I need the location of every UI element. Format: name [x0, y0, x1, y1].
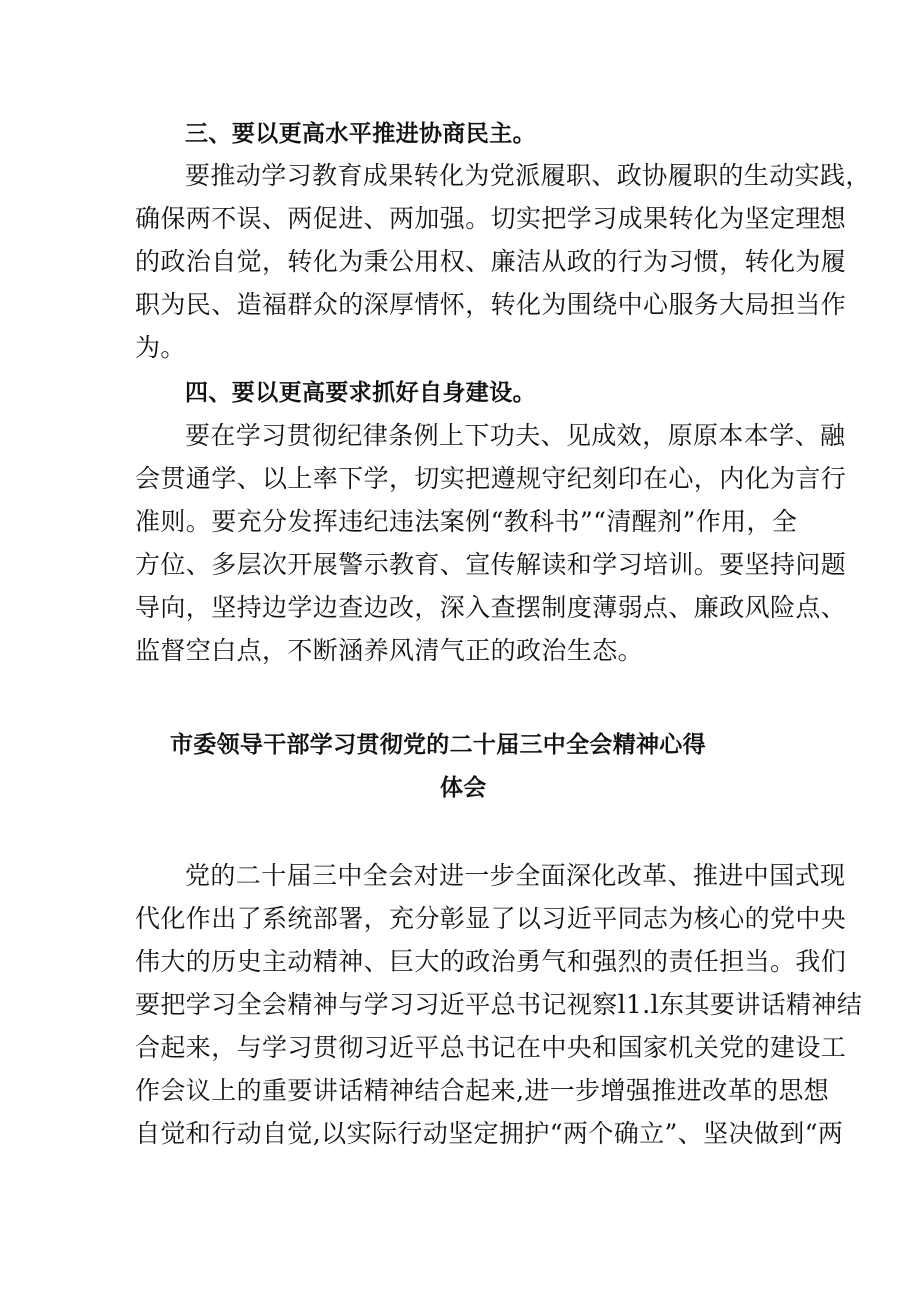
article-line-1: 党的二十届三中全会对进一步全面深化改革、推进中国式现: [185, 861, 846, 890]
section-3-line-1: 要推动学习教育成果转化为党派履职、政协履职的生动实践，: [185, 161, 871, 190]
section-4-line-1: 要在学习贯彻纪律条例上下功夫、见成效，原原本本学、融: [185, 421, 846, 450]
article-line-5: 合起来，与学习贯彻习近平总书记在中央和国家机关党的建设工: [135, 1033, 847, 1062]
article-title-line-1: 市委领导干部学习贯彻党的二十届三中全会精神心得: [170, 732, 706, 758]
section-4-heading: 四、要以更高要求抓好自身建设。: [185, 380, 536, 406]
section-4-line-4: 方位、多层次开展警示教育、宣传解读和学习培训。要坚持问题: [135, 550, 847, 579]
section-4-line-6: 监督空白点，不断涵养风清气正的政治生态。: [135, 636, 644, 665]
section-3-line-2: 确保两不误、两促进、两加强。切实把学习成果转化为坚定理想: [135, 204, 847, 233]
article-line-2: 代化作出了系统部署，充分彰显了以习近平同志为核心的党中央: [135, 904, 847, 933]
section-3-heading: 三、要以更高水平推进协商民主。: [185, 121, 536, 147]
section-3-line-4: 职为民、造福群众的深厚情怀，转化为围绕中心服务大局担当作: [135, 290, 847, 319]
article-line-4: 要把学习全会精神与学习习近平总书记视察l1.l东其要讲话精神结: [135, 990, 863, 1019]
section-4-line-3: 准则。要充分发挥违纪违法案例“教科书”“清醒剂”作用，全: [135, 507, 798, 536]
section-3-line-3: 的政治自觉，转化为秉公用权、廉洁从政的行为习惯，转化为履: [135, 247, 847, 276]
section-4-line-2: 会贯通学、以上率下学，切实把遵规守纪刻印在心，内化为言行: [135, 464, 847, 493]
article-line-7: 自觉和行动自觉,以实际行动坚定拥护“两个确立”、坚决做到“两: [135, 1119, 844, 1148]
article-line-3: 伟大的历史主动精神、巨大的政治勇气和强烈的责任担当。我们: [135, 947, 847, 976]
article-line-6: 作会议上的重要讲话精神结合起来,进一步增强推进改革的思想: [135, 1076, 830, 1105]
section-3-line-5: 为。: [135, 333, 186, 362]
article-title-line-2: 体会: [440, 775, 487, 801]
section-4-line-5: 导向，坚持边学边查边改，深入查摆制度薄弱点、廉政风险点、: [135, 593, 847, 622]
